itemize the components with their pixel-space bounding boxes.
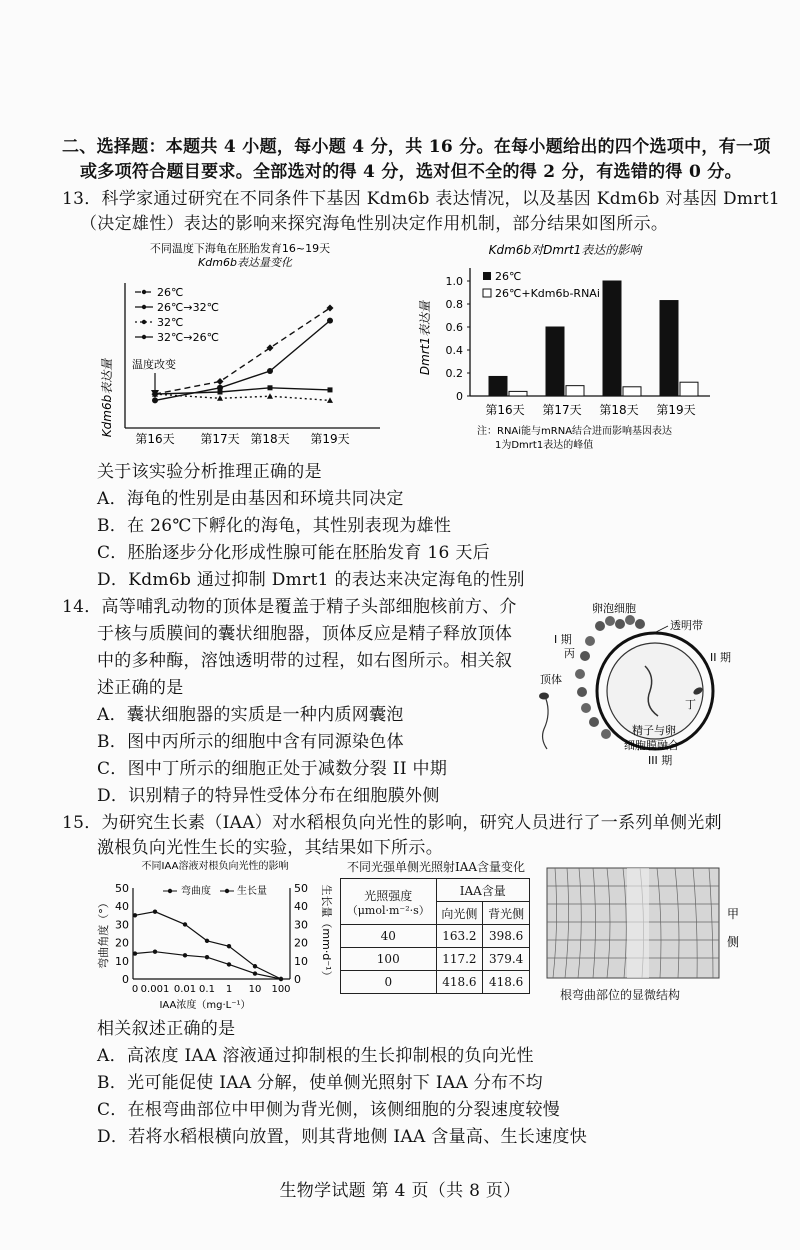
label-bing: 丙	[564, 647, 575, 660]
label-acrosome: 顶体	[540, 673, 562, 686]
iaa-line-chart	[95, 858, 335, 1018]
chart2-x-tick: 第18天	[599, 403, 639, 417]
label-stage3: III 期	[648, 754, 673, 767]
sperm-tail-icon	[543, 699, 549, 749]
chart2-bar	[509, 391, 527, 396]
table-row: 100 117.2 379.4	[341, 948, 530, 971]
q14-line3: 中的多种酶，溶蚀透明带的过程，如右图所示。相关叙	[97, 651, 513, 671]
q15-line1: 15．为研究生长素（IAA）对水稻根负向光性的影响，研究人员进行了一系列单侧光刺	[62, 813, 722, 833]
chart2-x-tick: 第19天	[656, 403, 696, 417]
label-stage2: II 期	[710, 651, 731, 664]
label-fusion2: 细胞膜融合	[624, 739, 679, 752]
q13-option-c: C．胚胎逐步分化形成性腺可能在胚胎发育 16 天后	[97, 543, 490, 563]
chart1-point	[152, 397, 158, 403]
chart3-point	[205, 955, 209, 959]
chart3-y-tick-label: 10	[115, 954, 129, 968]
q15-option-a: A．高浓度 IAA 溶液通过抑制根的生长抑制根的负向光性	[97, 1046, 534, 1066]
chart2-bar	[603, 281, 621, 396]
chart3-x-tick: 0.1	[199, 984, 215, 995]
chart3-legend-growth: 生长量	[237, 886, 267, 897]
iaa-table-toward-header: 向光侧	[436, 902, 483, 925]
chart2-bar	[680, 382, 698, 396]
q14-option-d: D．识别精子的特异性受体分布在细胞膜外侧	[97, 786, 440, 806]
q13-option-d: D．Kdm6b 通过抑制 Dmrt1 的表达来决定海龟的性别	[97, 570, 525, 590]
chart3-x-tick: 0.001	[140, 984, 170, 995]
chart3-x-tick: 100	[271, 984, 291, 995]
chart1-x-tick: 第17天	[200, 432, 240, 446]
chart1-legend-label: 26℃→32℃	[157, 301, 219, 314]
label-zona: 透明带	[670, 619, 703, 632]
chart2-x-tick: 第17天	[542, 403, 582, 417]
q14-option-b: B．图中丙所示的细胞中含有同源染色体	[97, 732, 404, 752]
chart2-title: Kdm6b对Dmrt1表达的影响	[488, 243, 642, 257]
q15-option-c: C．在根弯曲部位中甲侧为背光侧，该侧细胞的分裂速度较慢	[97, 1100, 561, 1120]
q15-option-b: B．光可能促使 IAA 分解，使单侧光照射下 IAA 分布不均	[97, 1073, 543, 1093]
chart3-point	[253, 971, 257, 975]
chart1-x-tick: 第18天	[250, 432, 290, 446]
chart1-point	[327, 397, 333, 403]
q15-line2: 激根负向光性生长的实验，其结果如下所示。	[97, 838, 443, 858]
chart2-y-tick-label: 0	[456, 390, 463, 403]
acrosome-reaction-figure	[530, 596, 760, 796]
chart3-y-tick-label: 20	[115, 936, 129, 950]
label-stage1: I 期	[554, 633, 572, 646]
micro-label-side: 侧	[727, 935, 740, 949]
chart1-point	[217, 395, 223, 401]
q14-option-c: C．图中丁所示的细胞正处于减数分裂 II 中期	[97, 759, 448, 779]
q14-option-a: A．囊状细胞器的实质是一种内质网囊泡	[97, 705, 404, 725]
chart3-point	[133, 913, 137, 917]
chart2-legend-swatch-rnai	[483, 289, 491, 297]
kdm6b-line-chart	[95, 238, 395, 458]
chart2-legend-26: 26℃	[495, 270, 522, 283]
page-footer: 生物学试题 第 4 页（共 8 页）	[279, 1181, 521, 1201]
chart1-point	[328, 387, 333, 392]
micro-caption: 根弯曲部位的显微结构	[560, 988, 681, 1002]
dmrt1-bar-chart	[415, 238, 715, 468]
iaa-table-iaa-header: IAA含量	[436, 879, 529, 902]
chart2-bar	[546, 327, 564, 396]
chart3-y-tick-label: 50	[115, 882, 129, 895]
q15-option-d: D．若将水稻根横向放置，则其背地侧 IAA 含量高、生长速度快	[97, 1127, 588, 1147]
chart2-bar	[623, 387, 641, 396]
chart2-y-tick-label: 0.2	[445, 367, 463, 380]
chart3-point	[153, 909, 157, 913]
q13-stem: 关于该实验分析推理正确的是	[97, 462, 322, 482]
chart3-point	[205, 939, 209, 943]
chart3-series-line	[135, 912, 281, 979]
chart1-title-line1: 不同温度下海龟在胚胎发育16~19天	[149, 242, 331, 255]
chart2-bar	[660, 301, 678, 396]
q13-line1: 13．科学家通过研究在不同条件下基因 Kdm6b 表达情况，以及基因 Kdm6b 对基因 Dmrt1	[62, 189, 780, 209]
chart2-y-tick-label: 1.0	[445, 275, 463, 288]
chart1-point	[217, 385, 223, 391]
section-header-line1: 二、选择题：本题共 4 小题，每小题 4 分，共 16 分。在每小题给出的四个选项中，有一项	[62, 137, 771, 157]
chart3-point	[227, 962, 231, 966]
chart2-y-tick-label: 0.6	[445, 321, 463, 334]
chart1-legend-marker	[142, 335, 146, 339]
chart1-legend-marker	[142, 320, 146, 324]
chart2-y-tick-label: 0.4	[445, 344, 463, 357]
label-follicle: 卵泡细胞	[592, 602, 636, 615]
iaa-table	[340, 878, 530, 994]
chart1-legend-label: 32℃→26℃	[157, 331, 219, 344]
iaa-table-col1-header: 光照强度 （μmol·m⁻²·s）	[341, 879, 437, 925]
chart2-legend-swatch-26	[483, 272, 491, 280]
chart1-legend-label: 32℃	[157, 316, 184, 329]
table-row: 0 418.6 418.6	[341, 971, 530, 994]
q13-option-a: A．海龟的性别是由基因和环境共同决定	[97, 489, 404, 509]
chart3-y2-tick-label: 30	[294, 918, 308, 932]
iaa-table-title: 不同光强单侧光照射IAA含量变化	[346, 860, 526, 874]
chart2-note1: 注：RNAi能与mRNA结合进而影响基因表达	[477, 426, 673, 437]
q13-option-b: B．在 26℃下孵化的海龟，其性别表现为雄性	[97, 516, 452, 536]
chart3-legend-bend: 弯曲度	[181, 886, 211, 897]
chart3-x-tick: 1	[225, 984, 233, 995]
chart3-y-tick-label: 40	[115, 900, 129, 914]
section-header-line2: 或多项符合题目要求。全部选对的得 4 分，选对但不全的得 2 分，有选错的得 0 分。	[80, 162, 742, 182]
chart3-y-tick-label: 0	[122, 973, 129, 986]
chart3-y2-tick-label: 10	[294, 954, 308, 968]
chart1-legend-marker	[142, 290, 146, 294]
chart2-y-tick-label: 0.8	[445, 298, 463, 311]
chart3-xlabel: IAA浓度（mg·L⁻¹）	[159, 1000, 251, 1011]
chart1-point	[267, 393, 273, 399]
chart1-point	[217, 378, 224, 385]
chart1-point	[268, 385, 273, 390]
chart1-legend-label: 26℃	[157, 286, 184, 299]
iaa-table-away-header: 背光侧	[483, 902, 530, 925]
chart3-y2-tick-label: 50	[294, 882, 308, 895]
root-micrograph	[545, 866, 745, 981]
chart2-x-tick: 第16天	[485, 403, 525, 417]
micro-label-jia: 甲	[727, 907, 740, 921]
chart3-y2-tick-label: 20	[294, 936, 308, 950]
chart3-y2-tick-label: 0	[294, 973, 301, 986]
chart1-x-tick: 第16天	[135, 432, 175, 446]
chart2-note2: 1为Dmrt1表达的峰值	[495, 440, 594, 451]
chart1-annotation: 温度改变	[132, 358, 176, 371]
chart3-point	[253, 964, 257, 968]
chart3-ylabel-right: 生长量（mm·d⁻¹）	[320, 884, 333, 982]
q15-stem: 相关叙述正确的是	[97, 1019, 236, 1039]
q14-line4: 述正确的是	[97, 678, 184, 698]
chart2-ylabel: Dmrt1表达量	[418, 300, 432, 376]
chart1-title-line2: Kdm6b表达量变化	[198, 256, 292, 269]
chart2-legend-rnai: 26℃+Kdm6b-RNAi	[495, 287, 600, 300]
chart3-point	[183, 922, 187, 926]
chart3-title: 不同IAA溶液对根负向光性的影响	[141, 861, 289, 872]
chart2-bar	[489, 376, 507, 396]
chart3-point	[133, 951, 137, 955]
chart3-x-tick: 0.01	[173, 984, 197, 995]
chart3-point	[183, 953, 187, 957]
chart1-point	[267, 368, 273, 374]
chart3-x-tick: 10	[248, 984, 262, 995]
chart3-point	[279, 977, 283, 981]
q14-line1: 14．高等哺乳动物的顶体是覆盖于精子头部细胞核前方、介	[62, 597, 517, 617]
chart1-x-tick: 第19天	[310, 432, 350, 446]
sperm-head-icon	[539, 693, 549, 700]
chart1-legend-marker	[142, 305, 146, 309]
chart3-ylabel-left: 弯曲角度（°）	[97, 897, 110, 969]
chart3-y-tick-label: 30	[115, 918, 129, 932]
chart3-x-tick: 0	[131, 984, 139, 995]
chart3-point	[153, 950, 157, 954]
chart3-point	[227, 944, 231, 948]
chart2-bar	[566, 386, 584, 396]
q13-line2: （决定雄性）表达的影响来探究海龟性别决定作用机制，部分结果如图所示。	[80, 214, 669, 234]
table-row: 40 163.2 398.6	[341, 925, 530, 948]
label-fusion1: 精子与卵	[632, 724, 676, 737]
chart3-y2-tick-label: 40	[294, 900, 308, 914]
label-ding: 丁	[685, 698, 696, 711]
q14-line2: 于核与质膜间的囊状细胞器，顶体反应是精子释放顶体	[97, 624, 513, 644]
chart1-point	[327, 318, 333, 324]
chart1-ylabel: Kdm6b表达量	[100, 358, 114, 438]
chart1-series-line	[155, 388, 330, 394]
